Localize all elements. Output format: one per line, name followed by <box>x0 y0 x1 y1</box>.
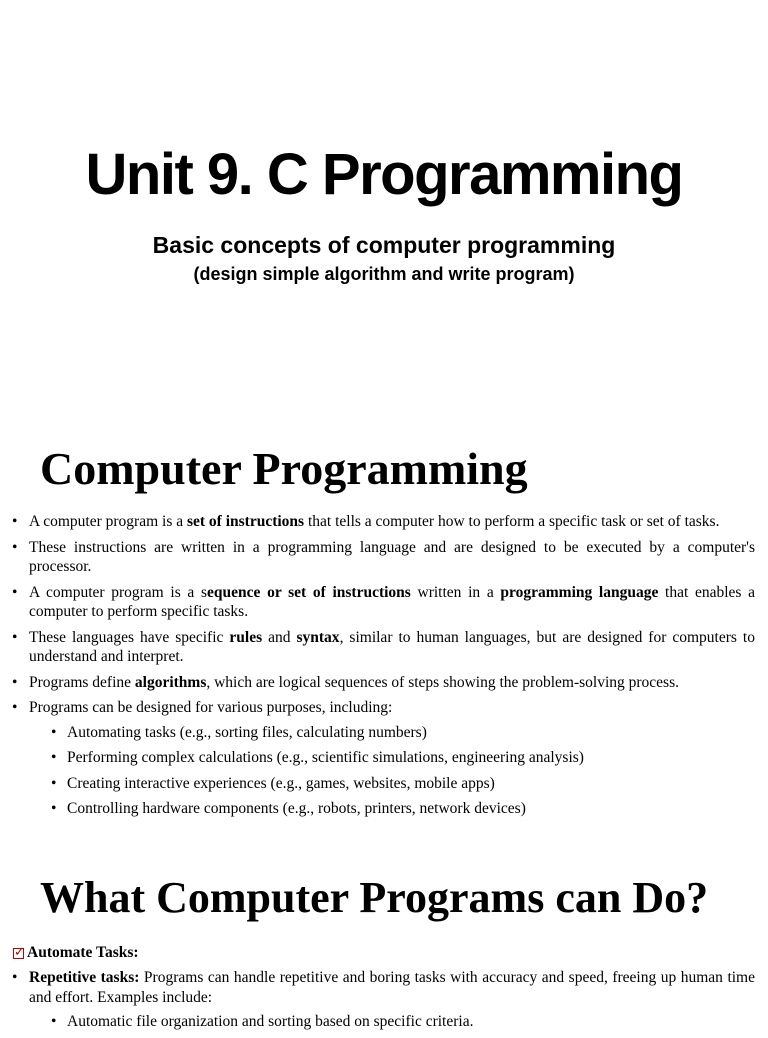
list-item: • A computer program is a sequence or set of instructions written in a programming language that enables a computer to perform specific tasks. <box>0 583 755 622</box>
subtitle-note: (design simple algorithm and write program) <box>193 264 575 284</box>
subtitle: Basic concepts of computer programming <box>152 232 616 258</box>
list-item: • Repetitive tasks: Programs can handle repetitive and boring tasks with accuracy and speed, freeing up human time and effort. Examples include: • Automatic file organization and sorting based on specific criteria. <box>0 968 755 1032</box>
list-item: • A computer program is a set of instructions that tells a computer how to perform a specific task or set of tasks. <box>0 512 755 532</box>
list-item: • Programs can be designed for various purposes, including: • Automating tasks (e.g., sorting files, calculating numbers) • Performing complex calculations (e.g., scientific simulations, engineering analysis) • Creating interactive experiences (e.g., games, websites, mobile apps) • Controlling hardware components (e.g., robots, printers, network devices) <box>0 698 755 819</box>
section-title-computer-programming: Computer Programming <box>40 443 528 494</box>
examples-sublist <box>29 1012 755 1032</box>
automate-tasks-heading <box>13 943 139 963</box>
list-item: • These instructions are written in a programming language and are designed to be executed by a computer's processor. <box>0 538 755 577</box>
list-item: • Programs define algorithms, which are logical sequences of steps showing the problem-solving process. <box>0 673 755 693</box>
title-slide <box>0 0 768 420</box>
section-title-what-programs-can-do: What Computer Programs can Do? <box>40 873 709 922</box>
list-item: • These languages have specific rules and syntax, similar to human languages, but are designed for computers to understand and interpret. <box>0 628 755 667</box>
computer-programming-list <box>0 512 755 825</box>
heading-label: Automate Tasks: <box>27 944 139 961</box>
sub-list-item: • Automatic file organization and sorting based on specific criteria. <box>29 1012 755 1032</box>
checkbox-icon <box>13 948 24 959</box>
sub-list-item: • Automating tasks (e.g., sorting files, calculating numbers) <box>29 723 755 743</box>
purpose-sublist <box>29 723 755 819</box>
sub-list-item: • Performing complex calculations (e.g., scientific simulations, engineering analysis) <box>29 748 755 768</box>
what-programs-can-do-list <box>0 968 755 1038</box>
page-title: Unit 9. C Programming <box>85 142 683 207</box>
sub-list-item: • Controlling hardware components (e.g., robots, printers, network devices) <box>29 799 755 819</box>
sub-list-item: • Creating interactive experiences (e.g., games, websites, mobile apps) <box>29 774 755 794</box>
